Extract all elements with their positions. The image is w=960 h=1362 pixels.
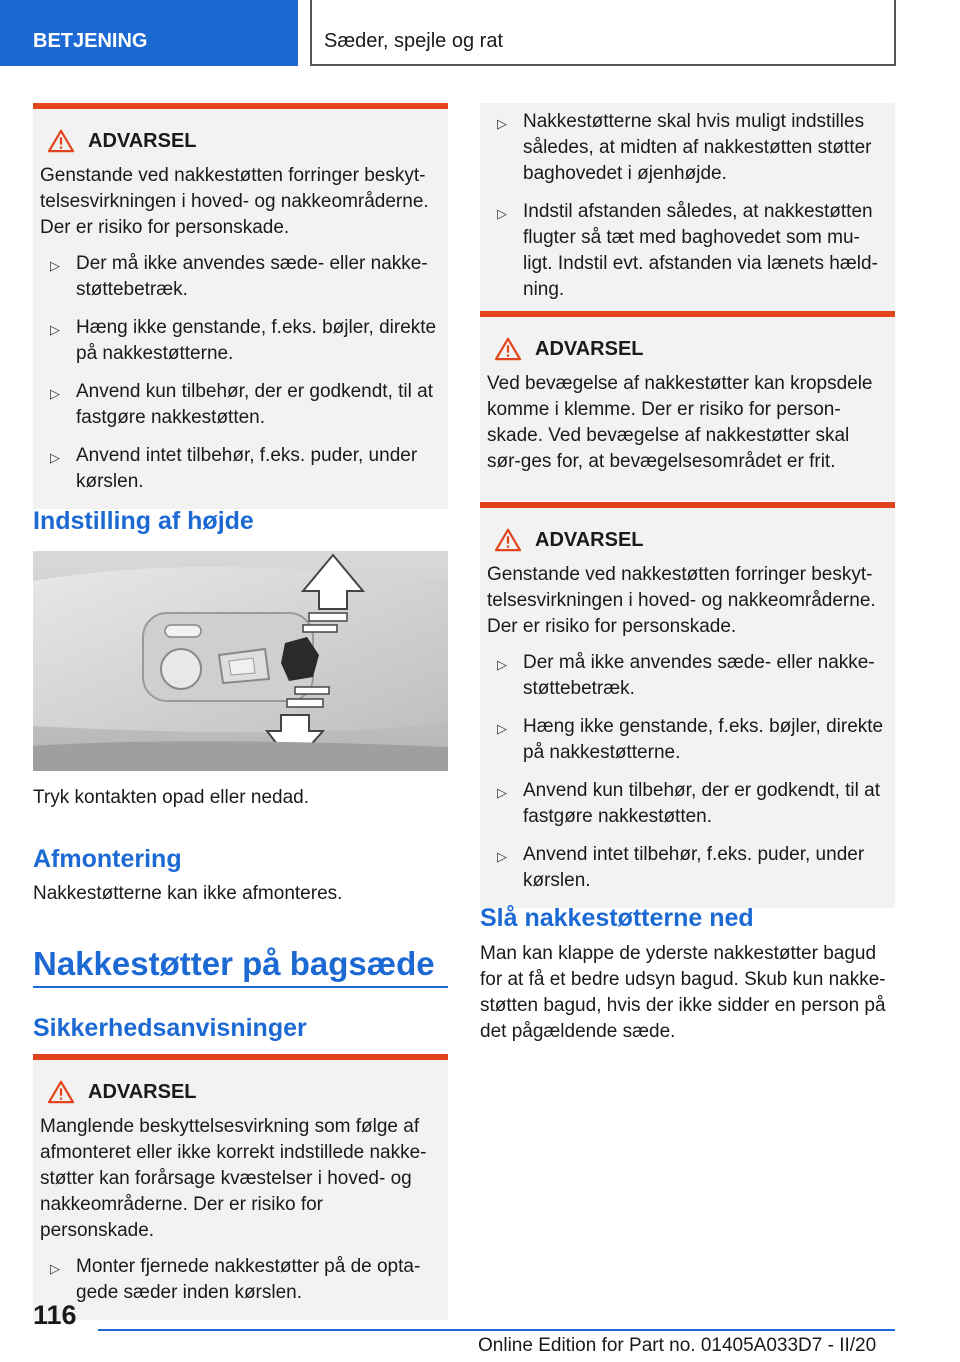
- warning-triangle-icon: [46, 129, 76, 153]
- list-item: ▷ Der må ikke anvendes sæde- eller nakke-støttebetræk.: [497, 652, 875, 699]
- list-item: ▷ Hæng ikke genstande, f.eks. bøjler, direkte på nakkestøtterne.: [497, 716, 884, 763]
- warning-box: [480, 311, 895, 501]
- list-item: ▷ Hæng ikke genstande, f.eks. bøjler, direkte på nakkestøtterne.: [50, 317, 437, 364]
- paragraph: Nakkestøtterne kan ikke afmonteres.: [33, 883, 343, 904]
- list-item: ▷ Anvend intet tilbehør, f.eks. puder, under kørslen.: [497, 844, 865, 891]
- warning-text: Manglende beskyttelsesvirkning som følge af afmonteret eller ikke korrekt indstillede nakke-støtter kan forårsage kvæstelser i hoved- og nakkeområderne. Der er risiko for personskade.: [40, 1116, 427, 1241]
- bullet-triangle-icon: ▷: [50, 322, 60, 337]
- warning-box: [33, 103, 448, 509]
- list-item: ▷ Indstil afstanden således, at nakkestøtten flugter så tæt med baghovedet som mu-ligt. Indstil evt. afstanden via lænets hæld-ning.: [497, 201, 878, 300]
- list-item: ▷ Anvend kun tilbehør, der er godkendt, til at fastgøre nakkestøtten.: [497, 780, 880, 827]
- warning-list: [487, 650, 887, 894]
- warning-box: [480, 502, 895, 908]
- chapter-heading: Nakkestøtter på bagsæde: [33, 945, 435, 982]
- section-label: BETJENING: [0, 0, 298, 66]
- bullet-triangle-icon: ▷: [50, 386, 60, 401]
- list-item: ▷ Nakkestøtterne skal hvis muligt indstilles således, at midten af nakkestøtten støtter baghovedet i øjenhøjde.: [497, 111, 872, 184]
- heading-rule: [33, 986, 448, 988]
- bullet-triangle-icon: ▷: [497, 657, 507, 672]
- section-heading: Sikkerhedsanvisninger: [33, 1014, 307, 1042]
- page-number: 116: [33, 1300, 77, 1330]
- bullet-triangle-icon: ▷: [497, 116, 507, 131]
- warning-triangle-icon: [493, 337, 523, 361]
- warning-text: Genstande ved nakkestøtten forringer beskyt-telsesvirkningen i hoved- og nakkeområderne. Der er risiko for personskade.: [487, 564, 876, 637]
- section-heading: Indstilling af højde: [33, 507, 254, 535]
- bullet-triangle-icon: ▷: [497, 849, 507, 864]
- warning-title: ADVARSEL: [40, 1080, 440, 1104]
- warning-triangle-icon: [46, 1080, 76, 1104]
- list-item: ▷ Anvend intet tilbehør, f.eks. puder, under kørslen.: [50, 445, 418, 492]
- section-heading: Slå nakkestøtterne ned: [480, 904, 754, 932]
- page-header: [0, 0, 960, 66]
- warning-box: [33, 1054, 448, 1320]
- warning-text: Ved bevægelse af nakkestøtter kan kropsdele komme i klemme. Der er risiko for person-skade. Ved bevægelse af nakkestøtter skal sør-ges for, at bevægelsesområdet er frit.: [487, 373, 873, 472]
- warning-title: ADVARSEL: [40, 129, 440, 153]
- bullet-triangle-icon: ▷: [50, 450, 60, 465]
- warning-text: Genstande ved nakkestøtten forringer beskyt-telsesvirkningen i hoved- og nakkeområderne. Der er risiko for personskade.: [40, 165, 429, 238]
- warning-title: ADVARSEL: [487, 337, 887, 361]
- footer-rule: [98, 1329, 895, 1331]
- bullet-triangle-icon: ▷: [497, 785, 507, 800]
- instruction-list: [487, 109, 887, 303]
- chapter-label: Sæder, spejle og rat: [310, 0, 896, 66]
- instruction-box: [480, 103, 895, 317]
- list-item: ▷ Der må ikke anvendes sæde- eller nakke-støttebetræk.: [50, 253, 428, 300]
- warning-triangle-icon: [493, 528, 523, 552]
- bullet-triangle-icon: ▷: [497, 206, 507, 221]
- warning-list: [40, 1254, 440, 1306]
- bullet-triangle-icon: ▷: [497, 721, 507, 736]
- bullet-triangle-icon: ▷: [50, 1261, 60, 1276]
- warning-title: ADVARSEL: [487, 528, 887, 552]
- paragraph: Tryk kontakten opad eller nedad.: [33, 787, 310, 808]
- list-item: ▷ Monter fjernede nakkestøtter på de opta-gede sæder inden kørslen.: [50, 1256, 421, 1303]
- headrest-switch-photo: [33, 551, 448, 771]
- section-heading: Afmontering: [33, 845, 182, 873]
- warning-list: [40, 251, 440, 495]
- list-item: ▷ Anvend kun tilbehør, der er godkendt, til at fastgøre nakkestøtten.: [50, 381, 433, 428]
- bullet-triangle-icon: ▷: [50, 258, 60, 273]
- paragraph: Man kan klappe de yderste nakkestøtter bagud for at få et bedre udsyn bagud. Skub kun nakke-støtten bagud, hvis der ikke sidder en person på det pågældende sæde.: [480, 943, 886, 1042]
- edition-text: Online Edition for Part no. 01405A033D7 - II/20: [478, 1335, 877, 1356]
